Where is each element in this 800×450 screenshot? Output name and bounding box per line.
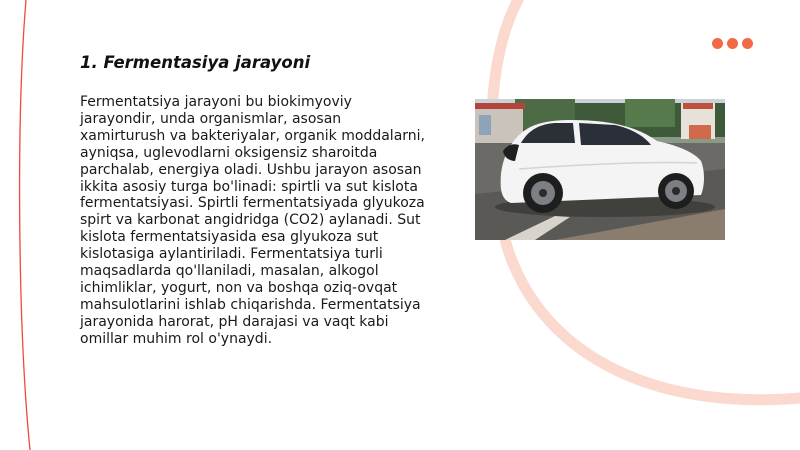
slide-body-text: Fermentatsiya jarayoni bu biokimyoviy jarayondir, unda organismlar, asosan xamirturush va bakteriyalar, organik moddalarni, ayniqsa, uglevodlarni oksigensiz sharoitda parchalab, energiya oladi. Ushbu jarayon asosan ikkita asosiy turga bo'linadi: spirtli va sut kislota fermentatsiyasi. Spirtli fermentatsiyada glyukoza spirt va karbonat angidridga (CO2) aylanadi. Sut kislota fermentatsiyasida esa glyukoza sut kislotasiga aylantiriladi. Fermentatsiya turli maqsadlarda qo'llaniladi, masalan, alkogol ichimliklar, yogurt, non va boshqa oziq-ovqat mahsulotlarini ishlab chiqarishda. Fermentatsiya jarayonida harorat, pH darajasi va vaqt kabi omillar muhim rol o'ynaydi. [80,94,425,347]
left-curve-line [20,0,30,450]
dot [742,38,753,49]
car-photo-icon [475,99,725,240]
menu-dots-icon[interactable] [712,38,753,49]
dot [727,38,738,49]
slide-title: 1. Fermentasiya jarayoni [80,53,311,72]
dot [712,38,723,49]
